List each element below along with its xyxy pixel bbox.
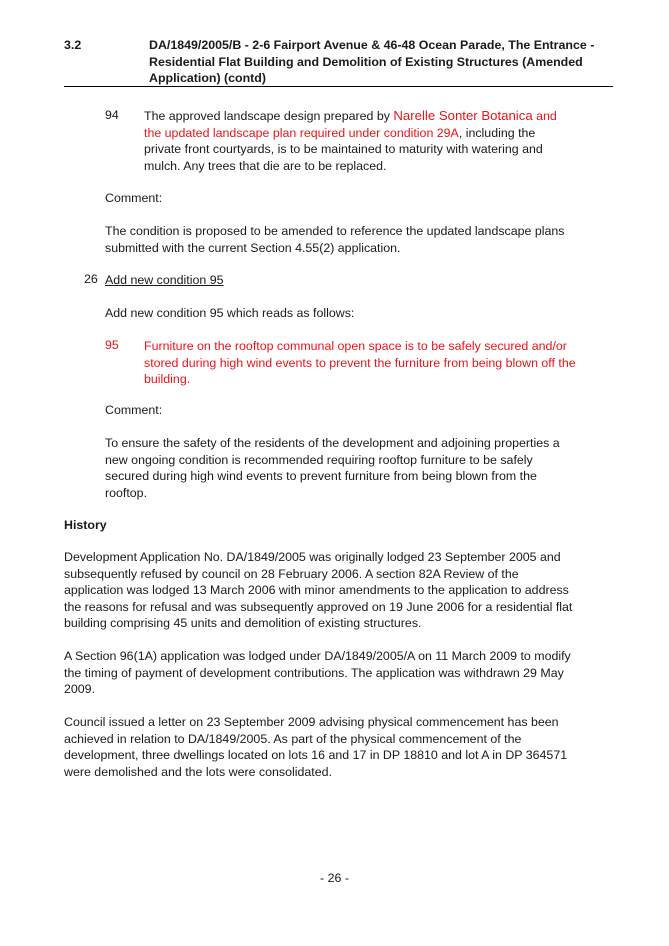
header-divider	[64, 86, 613, 87]
condition-95-text: Furniture on the rooftop communal open space is to be safely secured and/or stored during high wind events to prevent the furniture from being blown off the building.	[144, 339, 576, 387]
item-26-intro: Add new condition 95 which reads as follows:	[105, 306, 355, 320]
comment-label-95: Comment:	[105, 403, 163, 417]
history-paragraph-2: A Section 96(1A) application was lodged under DA/1849/2005/A on 11 March 2009 to modify the timing of payment of development contributions. The application was withdrawn 29 May 2009.	[64, 649, 571, 697]
updated-plan-reference: and the updated landscape plan required under condition 29A	[144, 109, 557, 140]
comment-label-94: Comment:	[105, 191, 163, 205]
condition-94-text: The approved landscape design prepared by Narelle Sonter Botanica and the updated landscape plan required under condition 29A, including the private front courtyards, is to be maintained to maturity with watering and mulch. Any trees that die are to be replaced.	[144, 108, 557, 173]
item-26-heading: Add new condition 95	[105, 273, 224, 287]
history-paragraph-3: Council issued a letter on 23 September 2009 advising physical commencement has been achieved in relation to DA/1849/2005. As part of the physical commencement of the development, three dwellings located on lots 16 and 17 in DP 18810 and lot A in DP 364571 were demolished and the lots were consolidated.	[64, 715, 568, 779]
comment-94-text: The condition is proposed to be amended to reference the updated landscape plans submitted with the current Section 4.55(2) application.	[105, 224, 565, 255]
condition-95-number: 95	[105, 338, 119, 352]
landscape-designer-name: Narelle Sonter Botanica	[393, 108, 533, 123]
page-number: - 26 -	[320, 871, 349, 885]
history-heading: History	[64, 518, 107, 532]
item-26-number: 26	[84, 272, 98, 286]
comment-95-text: To ensure the safety of the residents of the development and adjoining properties a new ongoing condition is recommended requiring rooftop furniture to be safely secured during high wind events to prevent furniture from being blown from the rooftop.	[105, 436, 560, 500]
section-number: 3.2	[64, 38, 82, 52]
section-title: DA/1849/2005/B - 2-6 Fairport Avenue & 46-48 Ocean Parade, The Entrance - Residential Flat Building and Demolition of Existing Structures (Amended Application) (contd)	[149, 38, 595, 86]
history-paragraph-1: Development Application No. DA/1849/2005 was originally lodged 23 September 2005 and subsequently refused by council on 28 February 2006. A section 82A Review of the application was lodged 13 March 2006 with minor amendments to the application to address the reasons for refusal and was subsequently approved on 19 June 2006 for a residential flat building comprising 45 units and demolition of existing structures.	[64, 550, 573, 631]
condition-94-number: 94	[105, 108, 119, 122]
